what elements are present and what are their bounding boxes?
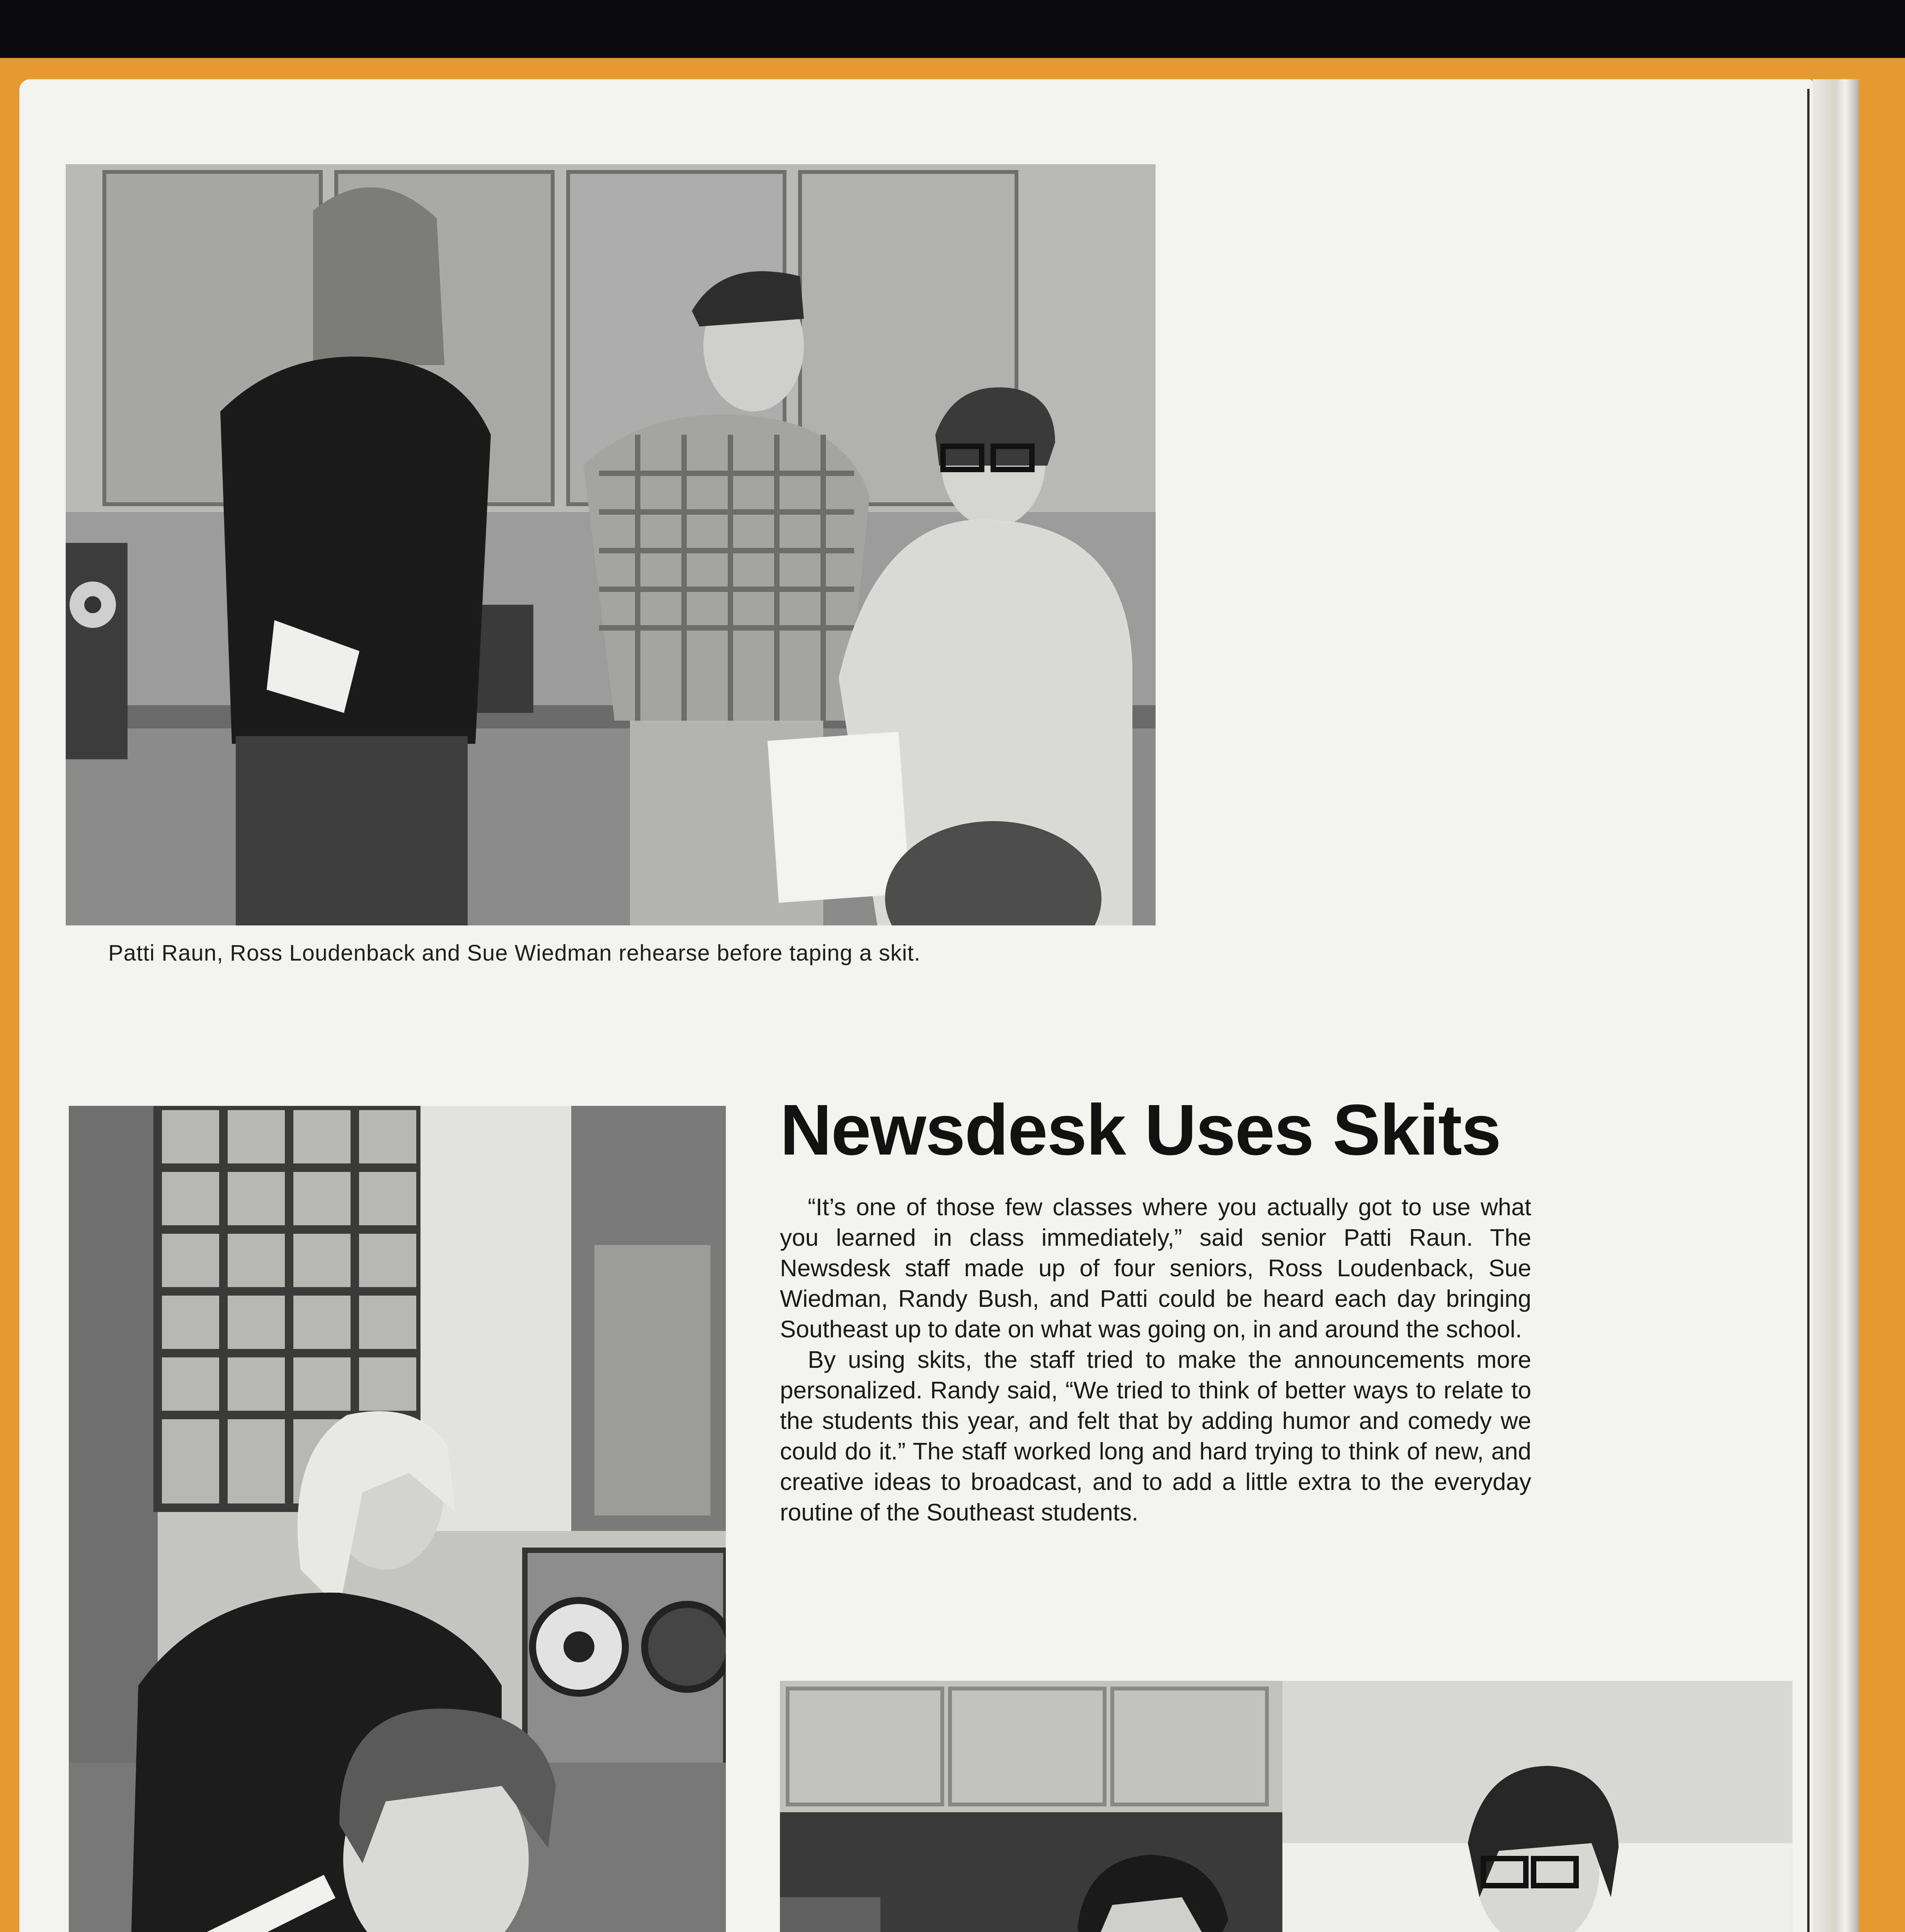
- page-gutter: [1813, 79, 1859, 1932]
- photo-taping: [69, 1106, 726, 1932]
- article-paragraph: By using skits, the staff tried to make the announcements more personalized. Randy said, “We tried to think of better ways to relate to the students this year, and felt that by adding humor and comedy we could do it.” The staff worked long and hard trying to think of new, and creative ideas to broadcast, and to add a little extra to the everyday routine of the Southeast students.: [780, 1347, 1531, 1526]
- article-body: [780, 1192, 1531, 1528]
- page-edge-line: [1807, 89, 1810, 1932]
- page-headline: Newsdesk Uses Skits: [780, 1090, 1501, 1170]
- article-paragraph: “It’s one of those few classes where you actually got to use what you learned in class immediately,” said senior Patti Raun. The Newsdesk staff made up of four seniors, Ross Loudenback, Sue Wiedman, Randy Bush, and Patti could be heard each day bringing Southeast up to date on what was going on, in and around the school.: [780, 1194, 1531, 1343]
- photo-caption-rehearsal: Patti Raun, Ross Loudenback and Sue Wiedman rehearse before taping a skit.: [108, 940, 921, 966]
- photo-combining-ideas: [780, 1681, 1793, 1932]
- photo-rehearsal: [66, 164, 1156, 925]
